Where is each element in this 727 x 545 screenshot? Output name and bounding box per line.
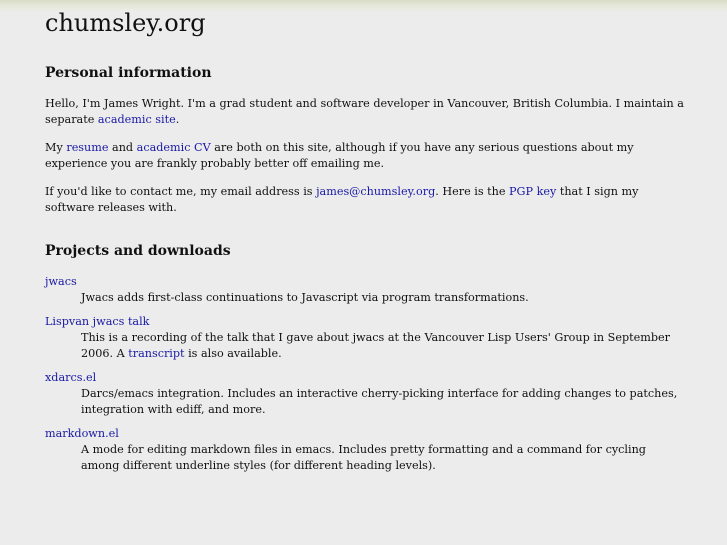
talk-desc-post: is also available. [184,347,282,360]
intro-text: Hello, I'm James Wright. I'm a grad student and software developer in Vancouver, British Columbia. I maintain a separate [45,97,684,126]
project-item-jwacs [45,274,685,290]
talk-desc-pre: This is a recording of the talk that I gave about jwacs at the Vancouver Lisp Users' Group in September 2006. A [81,331,670,360]
project-description: Darcs/emacs integration. Includes an interactive cherry-picking interface for adding changes to patches, integration with ediff, and more. [81,387,678,416]
projects-list [45,274,685,474]
pgp-key-link[interactable]: PGP key [509,185,557,198]
resume-link[interactable]: resume [66,141,109,154]
jwacs-link[interactable]: jwacs [45,275,77,288]
academic-site-link[interactable]: academic site [97,113,176,126]
project-item-markdown [45,426,685,442]
academic-cv-link[interactable]: academic CV [136,141,211,154]
intro-paragraph [45,96,685,128]
personal-info-heading: Personal information [45,65,212,81]
transcript-link[interactable]: transcript [128,347,185,360]
project-description [81,330,685,362]
project-description: Jwacs adds first-class continuations to Javascript via program transformations. [81,291,529,304]
project-item-lispvan-talk [45,314,685,330]
resume-paragraph [45,140,685,172]
markdown-link[interactable]: markdown.el [45,427,119,440]
resume-pre: My [45,141,67,154]
intro-end: . [175,113,180,126]
page-content [45,8,685,474]
site-title: chumsley.org [45,9,206,37]
resume-post: are both on this site, although if you have any serious questions about my experience you are frankly probably better off emailing me. [45,141,634,170]
project-item-xdarcs [45,370,685,386]
resume-mid: and [108,141,137,154]
project-description: A mode for editing markdown files in emacs. Includes pretty formatting and a command for cycling among different underline styles (for different heading levels). [81,443,646,472]
contact-mid: . Here is the [435,185,510,198]
contact-paragraph [45,184,685,216]
lispvan-talk-link[interactable]: Lispvan jwacs talk [45,315,150,328]
xdarcs-link[interactable]: xdarcs.el [45,371,97,384]
contact-post: that I sign my software releases with. [45,185,639,214]
projects-heading: Projects and downloads [45,243,231,259]
email-link[interactable]: james@chumsley.org [316,185,436,198]
contact-pre: If you'd like to contact me, my email address is [45,185,317,198]
